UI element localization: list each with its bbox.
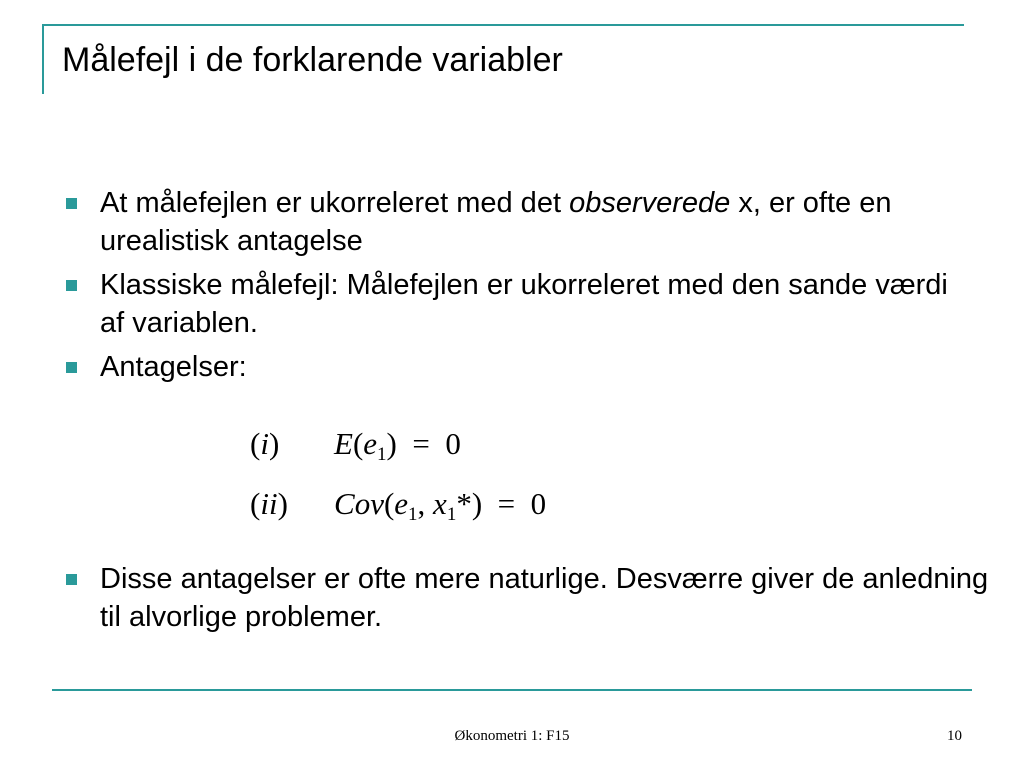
square-bullet-icon [66,574,77,585]
bullet-text-after: x, er ofte en urealistisk antagelse [100,187,892,257]
footer-rule [52,689,972,691]
equation-label: (ii) [250,486,288,521]
footer-text: Økonometri 1: F15 [454,728,570,744]
page-number: 10 [947,728,962,744]
slide-title: Målefejl i de forklarende variabler [62,41,563,79]
bullet-text-emphasis: observerede [569,187,731,219]
bullet-text: Disse antagelser er ofte mere naturlige. Desværre giver de anledning til alvorlige problemer. [100,563,989,633]
equation-expression: $E(e_1) = 0$ [334,426,461,465]
bullet-item [60,560,1000,636]
title-frame-top-rule [42,24,964,26]
bullet-text: Antagelser: [100,351,247,383]
bullet-text: Klassiske målefejl: Målefejlen er ukorreleret med den sande værdi af variablen. [100,269,948,339]
bullet-list [60,184,960,392]
equation-label: (i) [250,426,280,461]
equation-row [250,416,546,476]
title-frame-left-rule [42,24,44,94]
bullet-item [60,266,960,342]
square-bullet-icon [66,362,77,373]
bullet-item [60,348,960,386]
equation-row [250,476,546,536]
equation-block [250,416,546,536]
bullet-item [60,184,960,260]
bullet-text-before: At målefejlen er ukorreleret med det [100,187,570,219]
square-bullet-icon [66,198,77,209]
square-bullet-icon [66,280,77,291]
equation-expression: $Cov(e_1$, $x_1*) = 0$ [334,486,547,525]
